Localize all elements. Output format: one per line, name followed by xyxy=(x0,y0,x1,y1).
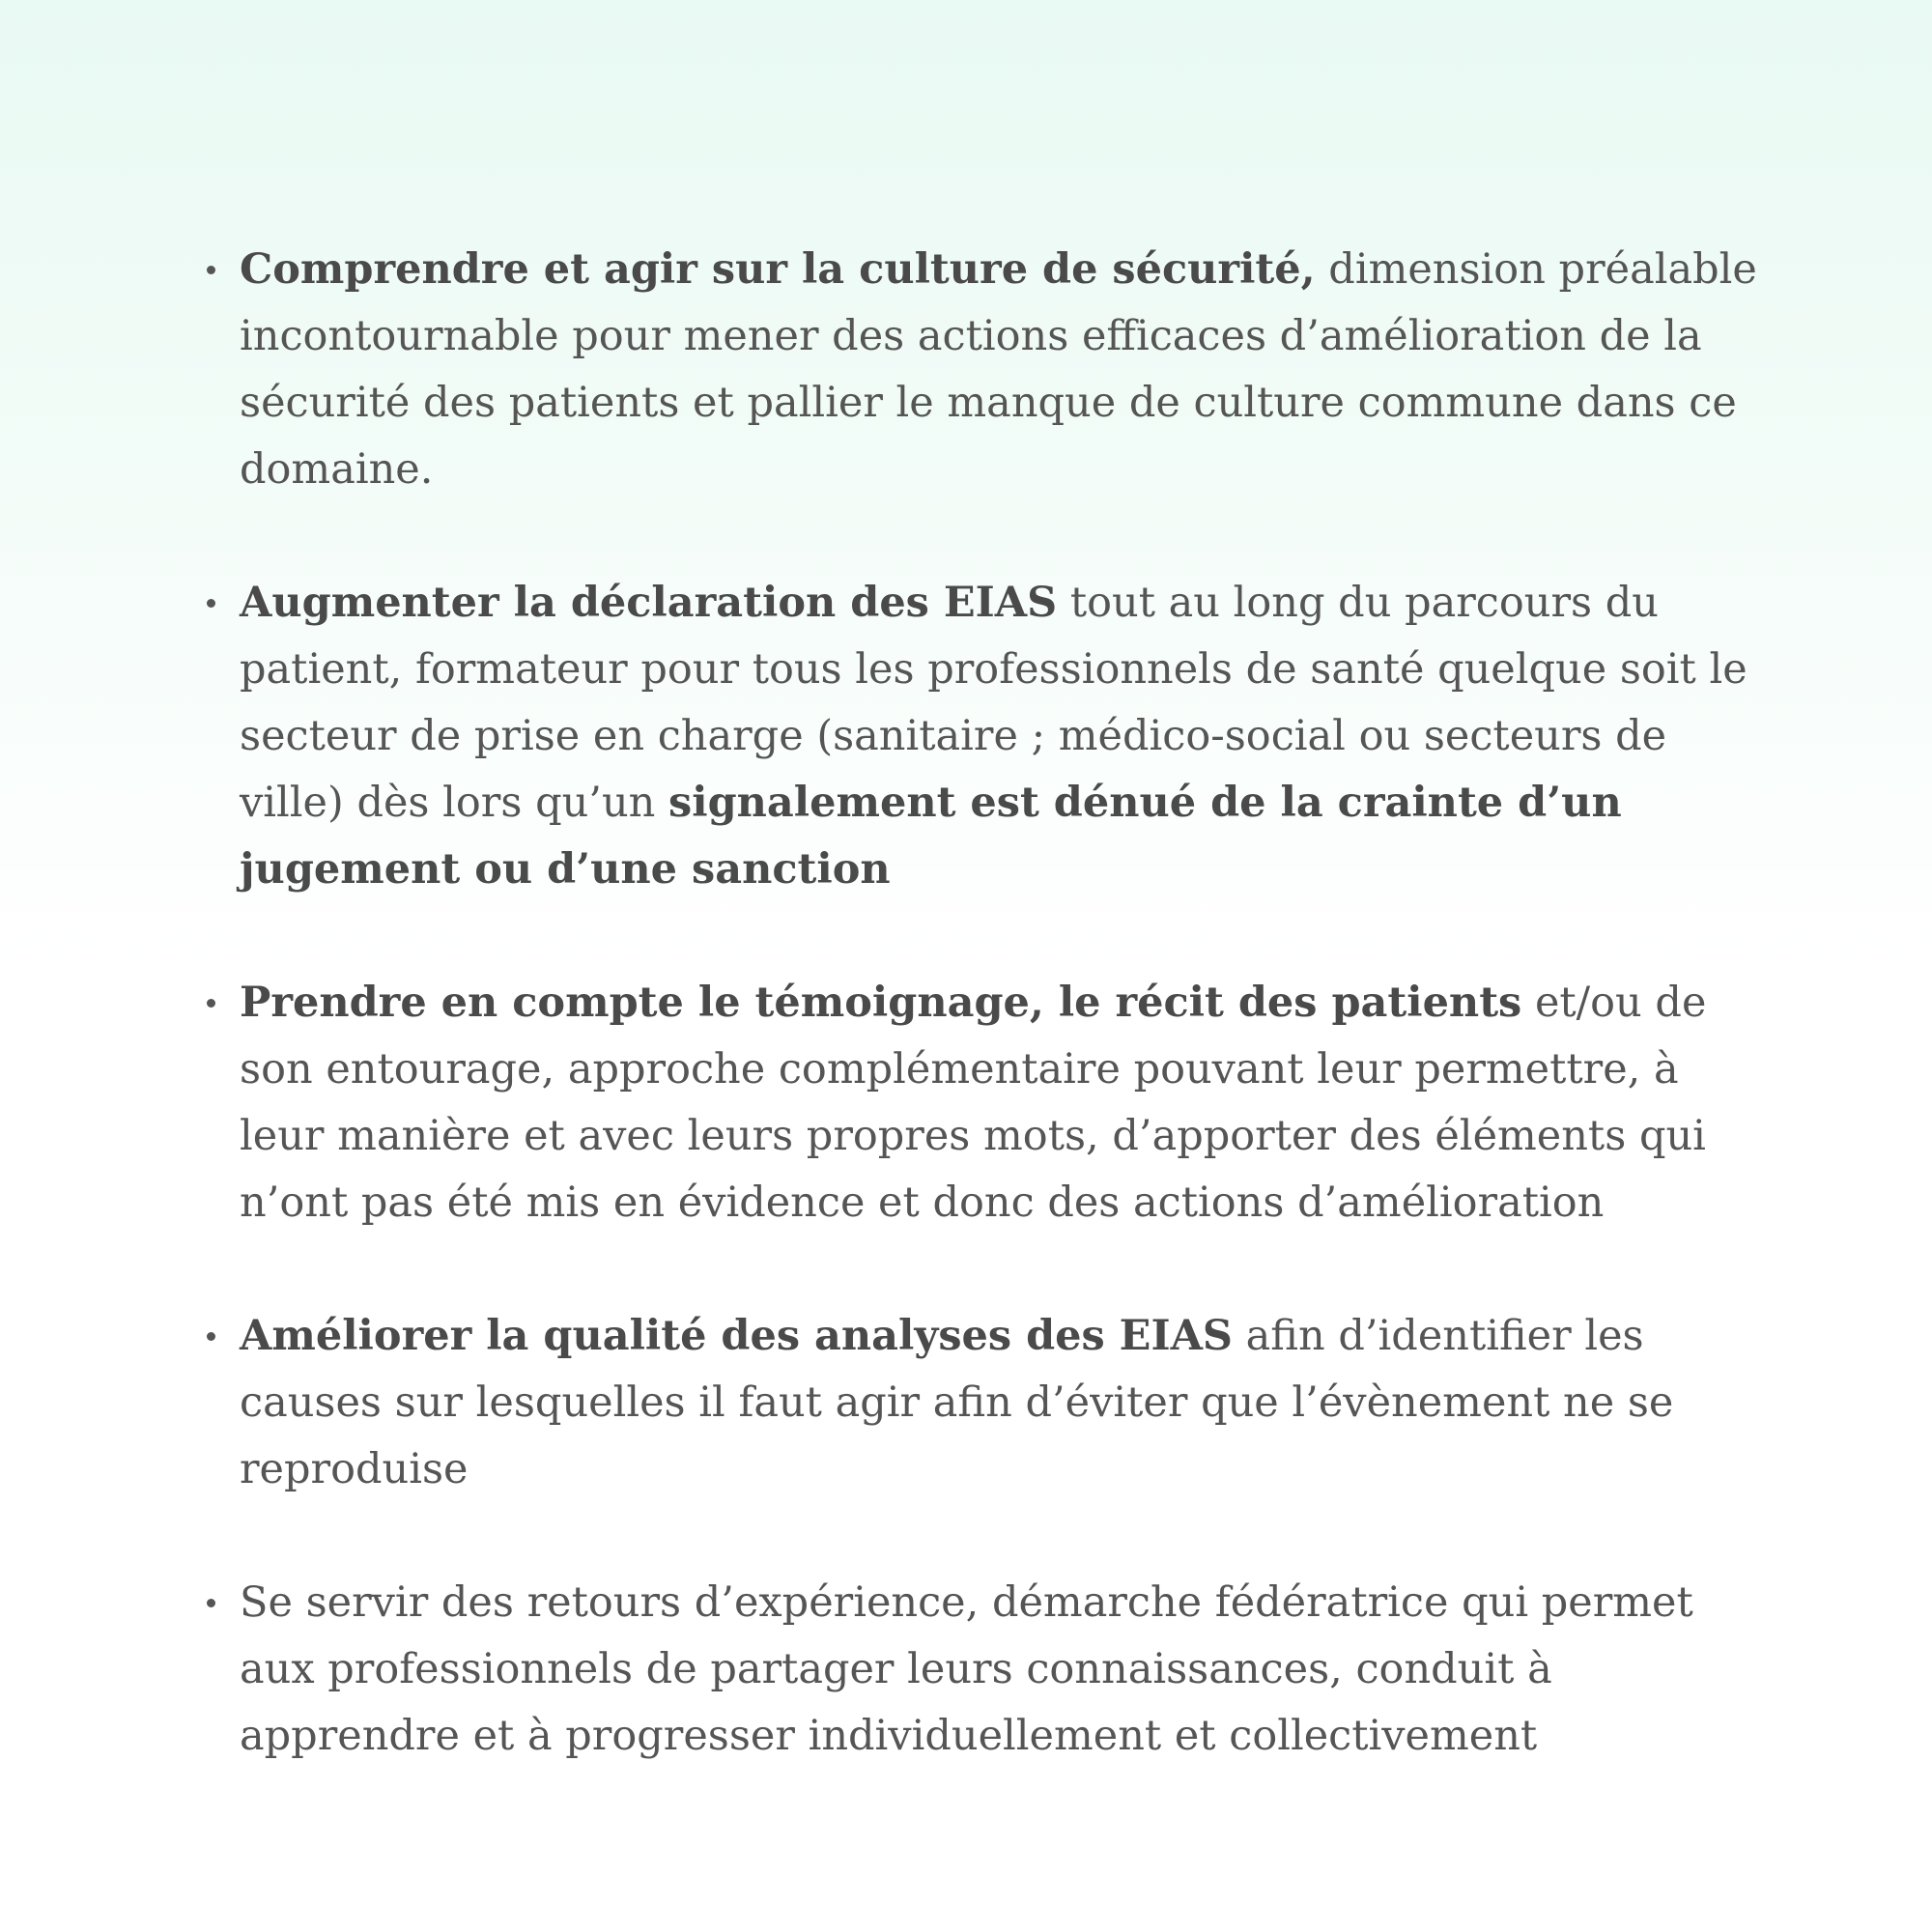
item-text: dimension préalable incontournable pour mener des actions efficaces d’amélioration de la sécurité des patients et pallier le manque de culture commune dans ce domaine. xyxy=(240,245,1757,494)
item-text: tout au long du parcours du patient, formateur pour tous les professionnels de santé quelque soit le secteur de prise en charge (sanitaire ; médico-social ou secteurs de ville) dès lors qu’un xyxy=(240,579,1747,827)
list-item xyxy=(207,1570,1772,1770)
item-text: afin d’identifier les causes sur lesquelles il faut agir afin d’éviter que l’évènement ne se reproduise xyxy=(240,1312,1674,1493)
item-text: Se servir des retours d’expérience, démarche fédératrice qui permet aux professionnels de partager leurs connaissances, conduit à apprendre et à progresser individuellement et collectivement xyxy=(240,1578,1693,1760)
item-text: et/ou de son entourage, approche complémentaire pouvant leur permettre, à leur manière et avec leurs propres mots, d’apporter des éléments qui n’ont pas été mis en évidence et donc des actions d’amélioration xyxy=(240,979,1707,1227)
document-body xyxy=(207,237,1772,1770)
list-item xyxy=(207,570,1772,903)
item-emphasis: Comprendre et agir sur la culture de sécurité, xyxy=(240,245,1316,294)
item-emphasis: Prendre en compte le témoignage, le récit des patients xyxy=(240,979,1522,1027)
list-item xyxy=(207,1303,1772,1503)
list-item xyxy=(207,970,1772,1236)
item-emphasis: Augmenter la déclaration des EIAS xyxy=(240,579,1058,627)
objectives-list xyxy=(207,237,1772,1770)
item-emphasis: Améliorer la qualité des analyses des EIAS xyxy=(240,1312,1233,1360)
list-item xyxy=(207,237,1772,503)
item-emphasis: signalement est dénué de la crainte d’un jugement ou d’une sanction xyxy=(240,779,1622,894)
